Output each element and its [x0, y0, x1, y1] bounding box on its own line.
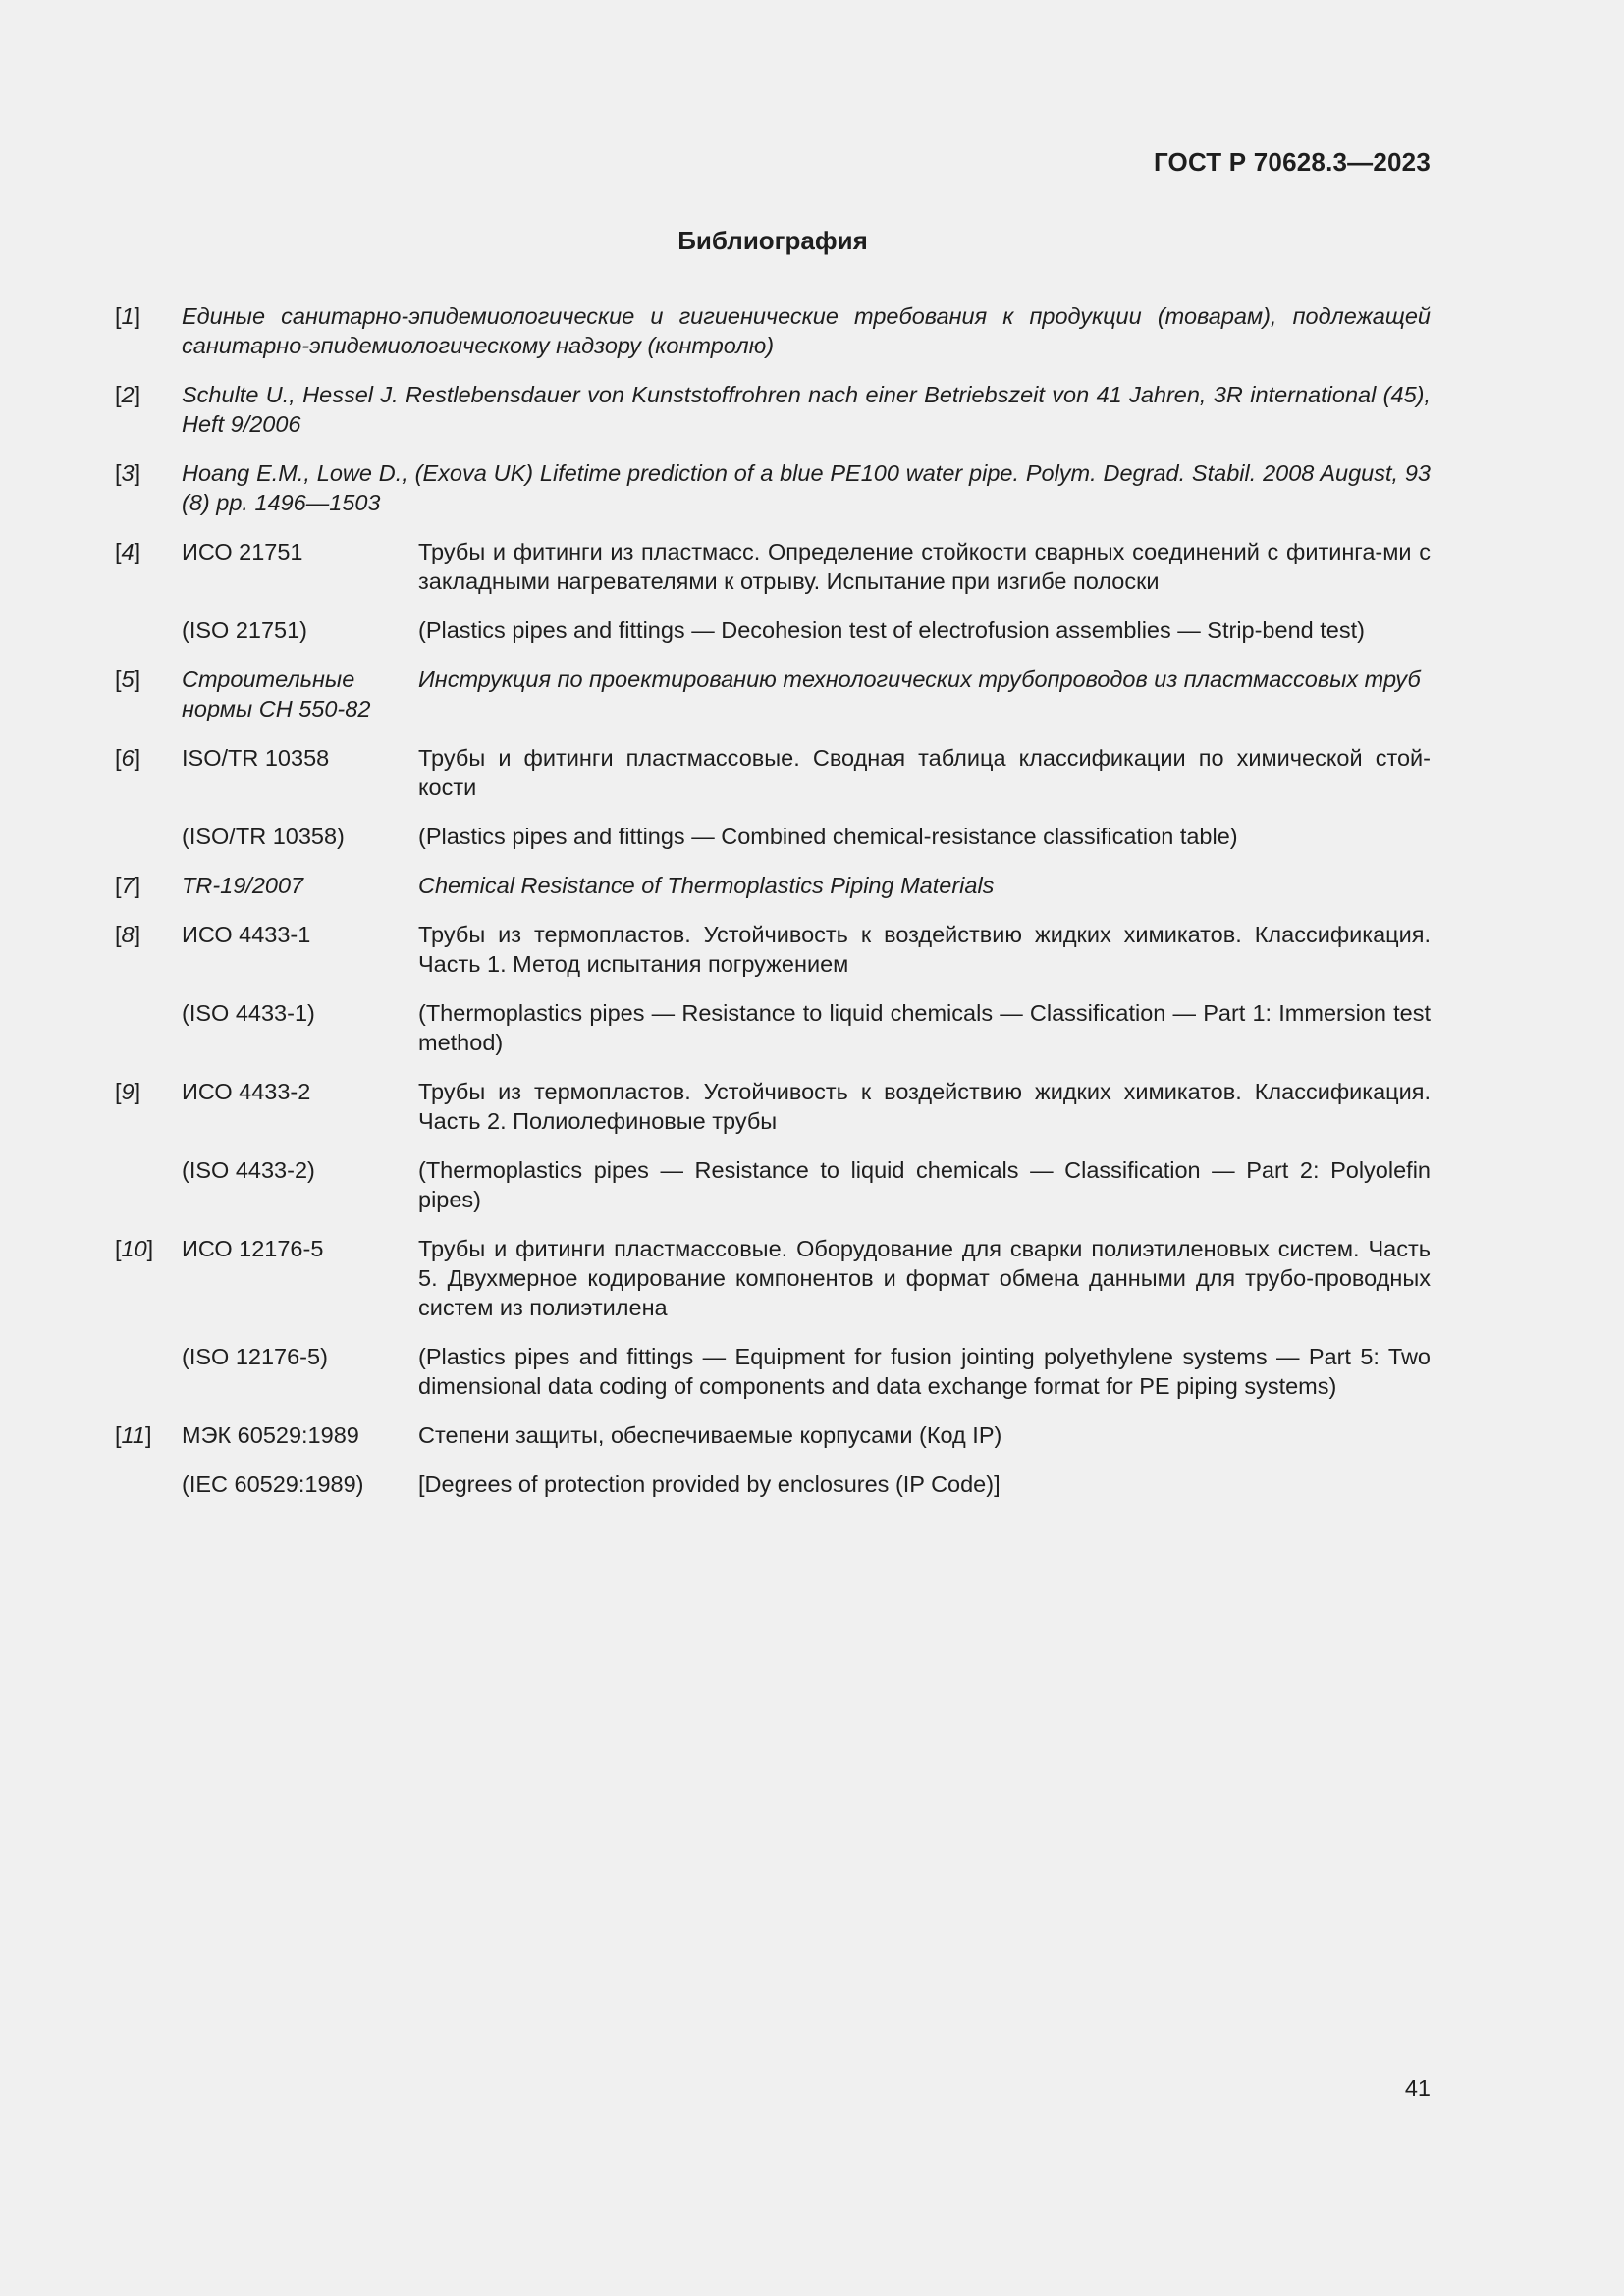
ref-number: [10] — [115, 1236, 154, 1261]
ref-number: [7] — [115, 873, 141, 898]
bib-entry-8 — [115, 920, 1431, 1057]
ref-sub-code: (ISO 12176-5) — [182, 1344, 328, 1369]
bib-entry-7 — [115, 871, 1431, 900]
ref-number: [4] — [115, 539, 141, 564]
ref-number: [5] — [115, 667, 141, 692]
ref-sub-title: (Plastics pipes and fittings — Combined chemical-resistance classification table) — [418, 824, 1238, 849]
ref-number: [11] — [115, 1422, 152, 1448]
ref-code: ИСО 12176-5 — [182, 1236, 324, 1261]
ref-sub-code: (ISO 4433-2) — [182, 1157, 315, 1183]
ref-number: [2] — [115, 382, 141, 407]
ref-sub-code: (ISO 4433-1) — [182, 1000, 315, 1026]
ref-number: [3] — [115, 460, 141, 486]
ref-code: МЭК 60529:1989 — [182, 1422, 359, 1448]
ref-title: Трубы и фитинги из пластмасс. Определение стойкости сварных соединений с фитинга-ми с закладными нагревателями к отрыву. Испытание при изгибе полоски — [418, 539, 1431, 594]
ref-number: [9] — [115, 1079, 141, 1104]
bib-entry-11 — [115, 1420, 1431, 1499]
ref-sub-code: (IEC 60529:1989) — [182, 1471, 364, 1497]
ref-title: Трубы из термопластов. Устойчивость к воздействию жидких химикатов. Классификация. Часть 1. Метод испытания погружением — [418, 922, 1431, 977]
ref-sub-title: (Plastics pipes and fittings — Decohesion test of electrofusion assemblies — Strip-bend test) — [418, 617, 1365, 643]
bib-entry-2 — [115, 380, 1431, 439]
ref-title: Трубы из термопластов. Устойчивость к воздействию жидких химикатов. Классификация. Часть 2. Полиолефиновые трубы — [418, 1079, 1431, 1134]
ref-title: Трубы и фитинги пластмассовые. Сводная таблица классификации по химической стой-кости — [418, 745, 1431, 800]
document-id: ГОСТ Р 70628.3—2023 — [1153, 147, 1431, 177]
ref-text: Schulte U., Hessel J. Restlebensdauer von Kunststoffrohren nach einer Betriebszeit von 41 Jahren, 3R international (45), Heft 9/2006 — [182, 382, 1431, 437]
ref-number: [1] — [115, 303, 141, 329]
bib-entry-1 — [115, 301, 1431, 360]
ref-text: Hoang E.M., Lowe D., (Exova UK) Lifetime prediction of a blue PE100 water pipe. Polym. Degrad. Stabil. 2008 August, 93 (8) pp. 1496—1503 — [182, 460, 1431, 515]
bibliography-list — [115, 301, 1431, 1499]
ref-code: ИСО 4433-2 — [182, 1079, 311, 1104]
ref-sub-title: (Thermoplastics pipes — Resistance to liquid chemicals — Classification — Part 2: Polyolefin pipes) — [418, 1157, 1431, 1212]
ref-sub-title: [Degrees of protection provided by enclosures (IP Code)] — [418, 1471, 1001, 1497]
ref-code: Строительные нормы СН 550-82 — [182, 667, 371, 721]
ref-sub-code: (ISO 21751) — [182, 617, 308, 643]
ref-code: ISO/TR 10358 — [182, 745, 330, 771]
ref-sub-title: (Plastics pipes and fittings — Equipment for fusion jointing polyethylene systems — Part 5: Two dimensional data coding of components and data exchange format for PE piping systems) — [418, 1344, 1431, 1399]
ref-sub-code: (ISO/TR 10358) — [182, 824, 345, 849]
ref-code: ИСО 4433-1 — [182, 922, 311, 947]
ref-code: ИСО 21751 — [182, 539, 303, 564]
bib-entry-3 — [115, 458, 1431, 517]
bibliography-title: Библиография — [677, 226, 868, 255]
bib-entry-9 — [115, 1077, 1431, 1214]
ref-title: Трубы и фитинги пластмассовые. Оборудование для сварки полиэтиленовых систем. Часть 5. Двухмерное кодирование компонентов и формат обмена данными для трубо-проводных систем из полиэтилена — [418, 1236, 1431, 1320]
bib-entry-4 — [115, 537, 1431, 645]
page-number: 41 — [1404, 2075, 1431, 2101]
ref-sub-title: (Thermoplastics pipes — Resistance to liquid chemicals — Classification — Part 1: Immersion test method) — [418, 1000, 1431, 1055]
bib-entry-6 — [115, 743, 1431, 851]
ref-title: Степени защиты, обеспечиваемые корпусами (Код IP) — [418, 1422, 1002, 1448]
ref-title: Chemical Resistance of Thermoplastics Piping Materials — [418, 873, 995, 898]
ref-number: [8] — [115, 922, 141, 947]
ref-text: Единые санитарно-эпидемиологические и гигиенические требования к продукции (товарам), подлежащей санитарно-эпидемиологическому надзору (контролю) — [182, 303, 1431, 358]
bib-entry-5 — [115, 665, 1431, 723]
ref-title: Инструкция по проектированию технологических трубопроводов из пластмассовых труб — [418, 667, 1421, 692]
bib-entry-10 — [115, 1234, 1431, 1401]
ref-number: [6] — [115, 745, 141, 771]
ref-code: TR-19/2007 — [182, 873, 304, 898]
